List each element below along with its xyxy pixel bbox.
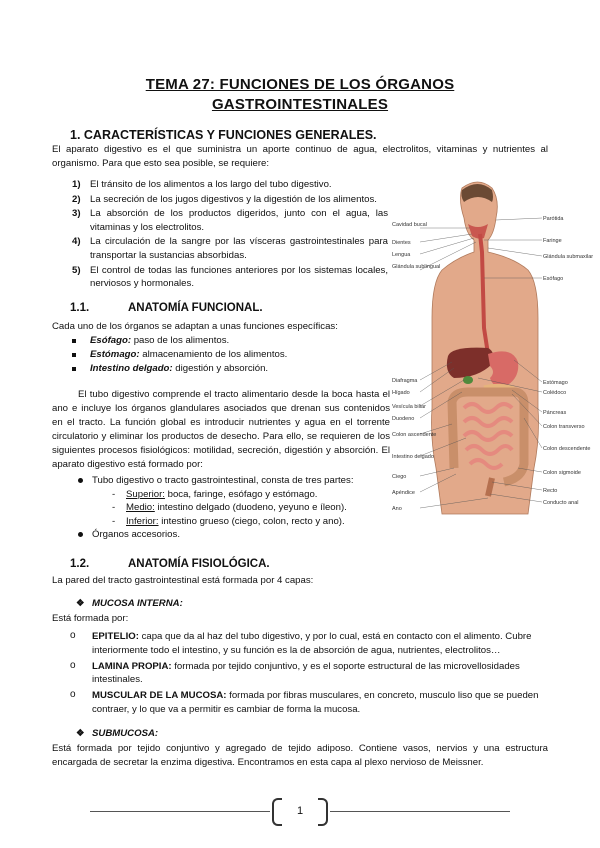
section-1-2-heading (70, 558, 270, 570)
label-faringe: Faringe (543, 238, 562, 244)
item-text: Tubo digestivo o tracto gastrointestinal, consta de tres partes: (92, 475, 354, 486)
term: LAMINA PROPIA: (92, 660, 172, 672)
heading-text: MUCOSA INTERNA: (92, 598, 183, 609)
digestive-tract-paragraph: El tubo digestivo comprende el tracto alimentario desde la boca hasta el ano e incluye los órganos glandulares asociados que drenan sus contenidos en el tracto. La función global es introducir nutrientes y agua en el torrente circulatorio y eliminar los productos de desecho. Para ello, se requieren de los siguientes procesos fisiológicos: motilidad, secreción, digestión y absorción. El aparato digestivo está formado por: (52, 389, 390, 470)
section-number: 1.2. (70, 558, 90, 570)
list-item (78, 474, 398, 488)
label-esofago: Esófago (543, 276, 564, 282)
requirements-list (72, 178, 388, 292)
definition: intestino grueso (ciego, colon, recto y ano). (158, 515, 345, 527)
definition: intestino delgado (duodeno, yeyuno e íleon). (154, 502, 347, 514)
label-lengua: Lengua (392, 252, 411, 258)
page-number: 1 (296, 805, 304, 817)
mucosa-layers-list (70, 630, 548, 719)
submucosa-text: Está formada por tejido conjuntivo y agregado de tejido adiposo. Contiene vasos, nervios y una estructura encargada de secretar la enzima digestiva. Encontramos en esta capa al plexo nervioso de Meissner. (52, 743, 548, 768)
label-diafragma: Diafragma (392, 378, 418, 384)
bullet-icon (72, 353, 76, 357)
label-glandula-submaxilar: Glándula submaxilar (543, 254, 594, 260)
dash-marker: - (112, 488, 116, 500)
organ-function-list (70, 334, 390, 376)
label-apendice: Apéndice (392, 490, 415, 496)
bullet-icon (78, 532, 83, 537)
item-number: 5) (72, 264, 81, 276)
circle-bullet-icon: o (70, 689, 76, 701)
section-title: ANATOMÍA FISIOLÓGICA. (128, 558, 270, 570)
section-1-intro: El aparato digestivo es el que suministra un aporte continuo de agua, electrolitos, vitaminas y nutrientes al organismo. Para que esto sea posible, se requiere: (52, 144, 548, 169)
bullet-icon (72, 339, 76, 343)
label-duodeno: Duodeno (392, 416, 415, 422)
label-colon-ascendente: Colon ascendente (392, 432, 437, 438)
definition: paso de los alimentos. (131, 335, 230, 346)
term: Superior: (126, 488, 165, 500)
heading-text: SUBMUCOSA: (92, 728, 159, 739)
list-item (70, 630, 548, 658)
label-glandula-sublingual: Glándula sublingual (392, 264, 441, 270)
section-1-1-intro: Cada uno de los órganos se adaptan a unas funciones específicas: (52, 321, 338, 332)
term: MUSCULAR DE LA MUCOSA: (92, 690, 227, 702)
bullet-icon (78, 478, 83, 483)
diamond-bullet-icon: ❖ (76, 728, 85, 739)
dash-marker: - (112, 502, 116, 514)
list-item (72, 178, 388, 192)
item-text: La secreción de los jugos digestivos y la digestión de los alimentos. (90, 193, 377, 205)
footer-bracket-right (318, 798, 328, 826)
title-line-1: TEMA 27: FUNCIONES DE LOS ÓRGANOS (145, 76, 455, 93)
list-item (70, 334, 390, 348)
label-parotida: Parótida (543, 216, 564, 222)
dash-marker: - (112, 515, 116, 527)
item-number: 3) (72, 208, 81, 220)
term: Estómago: (90, 349, 140, 360)
sub-item (78, 488, 398, 502)
definition: digestión y absorción. (172, 363, 269, 374)
definition: formada por fibras musculares, en concreto, musculo liso que se pueden contraer, y lo que va a permitir es cambiar de forma la mucosa. (92, 690, 539, 715)
item-text: La circulación de la sangre por las vísceras gastrointestinales para transportar la sustancias absorbidas. (90, 236, 388, 261)
mucosa-heading (76, 598, 183, 609)
section-1-2-intro: La pared del tracto gastrointestinal está formada por 4 capas: (52, 575, 314, 586)
sub-item (78, 515, 398, 529)
bullet-icon (72, 367, 76, 371)
term: Esófago: (90, 335, 132, 346)
title-line-2: GASTROINTESTINALES (211, 96, 389, 113)
label-coledoco: Colédoco (543, 390, 567, 396)
section-title: ANATOMÍA FUNCIONAL. (128, 302, 263, 314)
label-pancreas: Páncreas (543, 410, 567, 416)
submucosa-heading (76, 728, 158, 739)
list-item (70, 348, 390, 362)
term: Medio: (126, 502, 155, 514)
list-item (72, 207, 388, 234)
sub-item (78, 501, 398, 515)
label-colon-transverso: Colon transverso (543, 424, 585, 430)
circle-bullet-icon: o (70, 659, 76, 671)
list-item (70, 660, 548, 688)
list-item (72, 193, 388, 207)
label-conducto-anal: Conducto anal (543, 500, 579, 506)
digestive-system-figure (392, 178, 594, 514)
digestive-system-illustration (392, 178, 594, 514)
term: Intestino delgado: (90, 363, 173, 374)
label-cavidad-bucal: Cavidad bucal (392, 222, 427, 228)
label-colon-descendente: Colon descendente (543, 446, 591, 452)
label-recto: Recto (543, 488, 558, 494)
section-number: 1.1. (70, 302, 90, 314)
section-1-heading: 1. CARACTERÍSTICAS Y FUNCIONES GENERALES. (70, 128, 377, 142)
label-dientes: Dientes (392, 240, 411, 246)
item-text: La absorción de los productos digeridos, junto con el agua, las vitaminas y los electrolitos. (90, 208, 388, 233)
gallbladder (463, 376, 473, 384)
definition: almacenamiento de los alimentos. (139, 349, 288, 360)
term: EPITELIO: (92, 631, 139, 642)
footer-bracket-left (272, 798, 282, 826)
footer-rule-left (90, 811, 270, 812)
right-labels (543, 216, 593, 506)
item-number: 1) (72, 179, 81, 190)
item-number: 4) (72, 236, 81, 248)
list-item (70, 689, 548, 717)
rectum (488, 478, 492, 496)
circle-bullet-icon: o (70, 630, 76, 641)
mucosa-intro: Está formada por: (52, 613, 129, 624)
list-item (70, 362, 390, 376)
section-1-1-heading (70, 302, 263, 314)
definition: boca, faringe, esófago y estómago. (164, 488, 318, 500)
item-text: El control de todas las funciones anteriores por los sistemas locales, nerviosos y hormonales. (90, 264, 388, 290)
list-item (78, 528, 398, 542)
definition: formada por tejido conjuntivo, y es el soporte estructural de las microvellosidades intestinales. (92, 660, 520, 686)
term: Inferior: (126, 515, 159, 527)
label-higado: Hígado (392, 390, 410, 396)
item-text: Órganos accesorios. (92, 529, 180, 541)
label-colon-sigmoide: Colon sigmoide (543, 470, 581, 476)
label-ano: Ano (392, 506, 402, 512)
list-item (72, 264, 388, 291)
diamond-bullet-icon: ❖ (76, 598, 85, 609)
label-estomago: Estómago (543, 380, 568, 386)
item-text: El tránsito de los alimentos a los largo del tubo digestivo. (90, 179, 332, 190)
list-item (72, 235, 388, 262)
label-intestino-delgado: Intestino delgado (392, 454, 434, 460)
item-number: 2) (72, 193, 81, 205)
footer-rule-right (330, 811, 510, 812)
definition: capa que da al haz del tubo digestivo, y por lo cual, está en contacto con el alimento. Cubre interiormente todo el intestino, y su función es la de absorción de agua, nutrientes, electrolitos… (92, 631, 532, 656)
digestive-system-parts (78, 474, 398, 542)
label-ciego: Ciego (392, 474, 407, 480)
label-vesicula-biliar: Vesícula biliar (392, 404, 426, 410)
